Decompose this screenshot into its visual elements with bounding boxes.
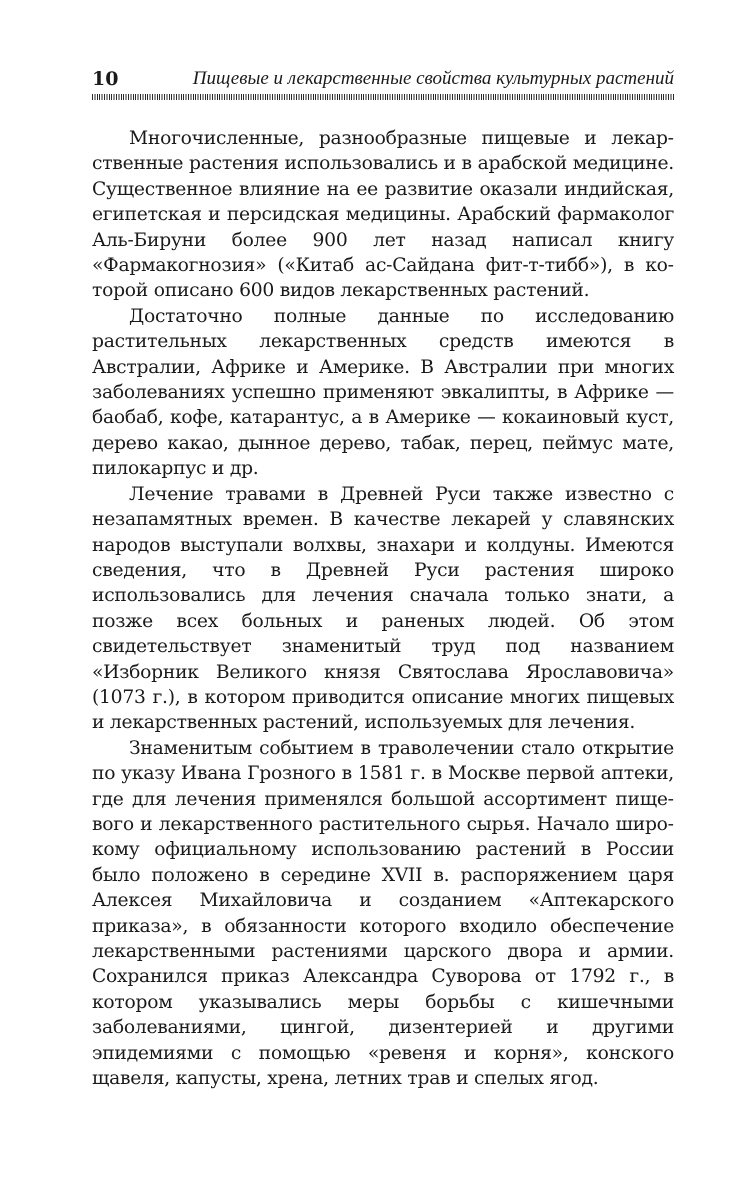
paragraph: Многочисленные, разнообразные пищевые и лекарственные растения использовались и в арабской медицине. Существенное влияние на ее развитие оказали индийская, египетская и персидская медицины. Арабский фармаколог Аль-Бируни более 900 лет назад написал книгу «Фармакогнозия» («Китаб ас-Сайдана фит-т-тибб»), в которой описано 600 видов лекарственных растений. (92, 128, 674, 302)
paragraph: Лечение травами в Древней Руси также известно с незапамятных времен. В качестве лекарей у славянских народов выступали волхвы, знахари и колдуны. Имеются сведения, что в Древней Руси растения широко использовались для лечения сначала только знати, а позже всех больных и раненых людей. Об этом свидетельствует знаменитый труд под названием «Изборник Великого князя Святослава Ярославовича» (1073 г.), в котором приводится описание многих пищевых и лекарственных растений, используемых для лечения. (92, 483, 674, 734)
paragraph: Знаменитым событием в траволечении стало открытие по указу Ивана Грозного в 1581 г. в Москве первой аптеки, где для лечения применялся большой ассортимент пищевого и лекарственного растительного сырья. Начало широкому официальному использованию растений в России было положено в середине XVII в. распоряжением царя Алексея Михайловича и созданием «Аптекарского приказа», в обязанности которого входило обеспечение лекарственными растениями царского двора и армии. Сохранился приказ Александра Суворова от 1792 г., в котором указывались меры борьбы с кишечными заболеваниями, цингой, дизентерией и другими эпидемиями с помощью «ревеня и корня», конского щавеля, капусты, хрена, летних трав и спелых ягод. (92, 737, 674, 1090)
running-title: Пищевые и лекарственные свойства культурных растений (192, 68, 674, 89)
body-text (92, 126, 674, 1091)
page-number: 10 (92, 68, 119, 90)
paragraph: Достаточно полные данные по исследованию растительных лекарственных средств имеются в Австралии, Африке и Америке. В Австралии при многих заболеваниях успешно применяют эвкалипты, в Африке — баобаб, кофе, катарантус, а в Америке — кокаиновый куст, дерево какао, дынное дерево, табак, перец, пеймус мате, пилокарпус и др. (92, 305, 674, 480)
page-header (92, 66, 674, 92)
header-rule (92, 94, 674, 100)
